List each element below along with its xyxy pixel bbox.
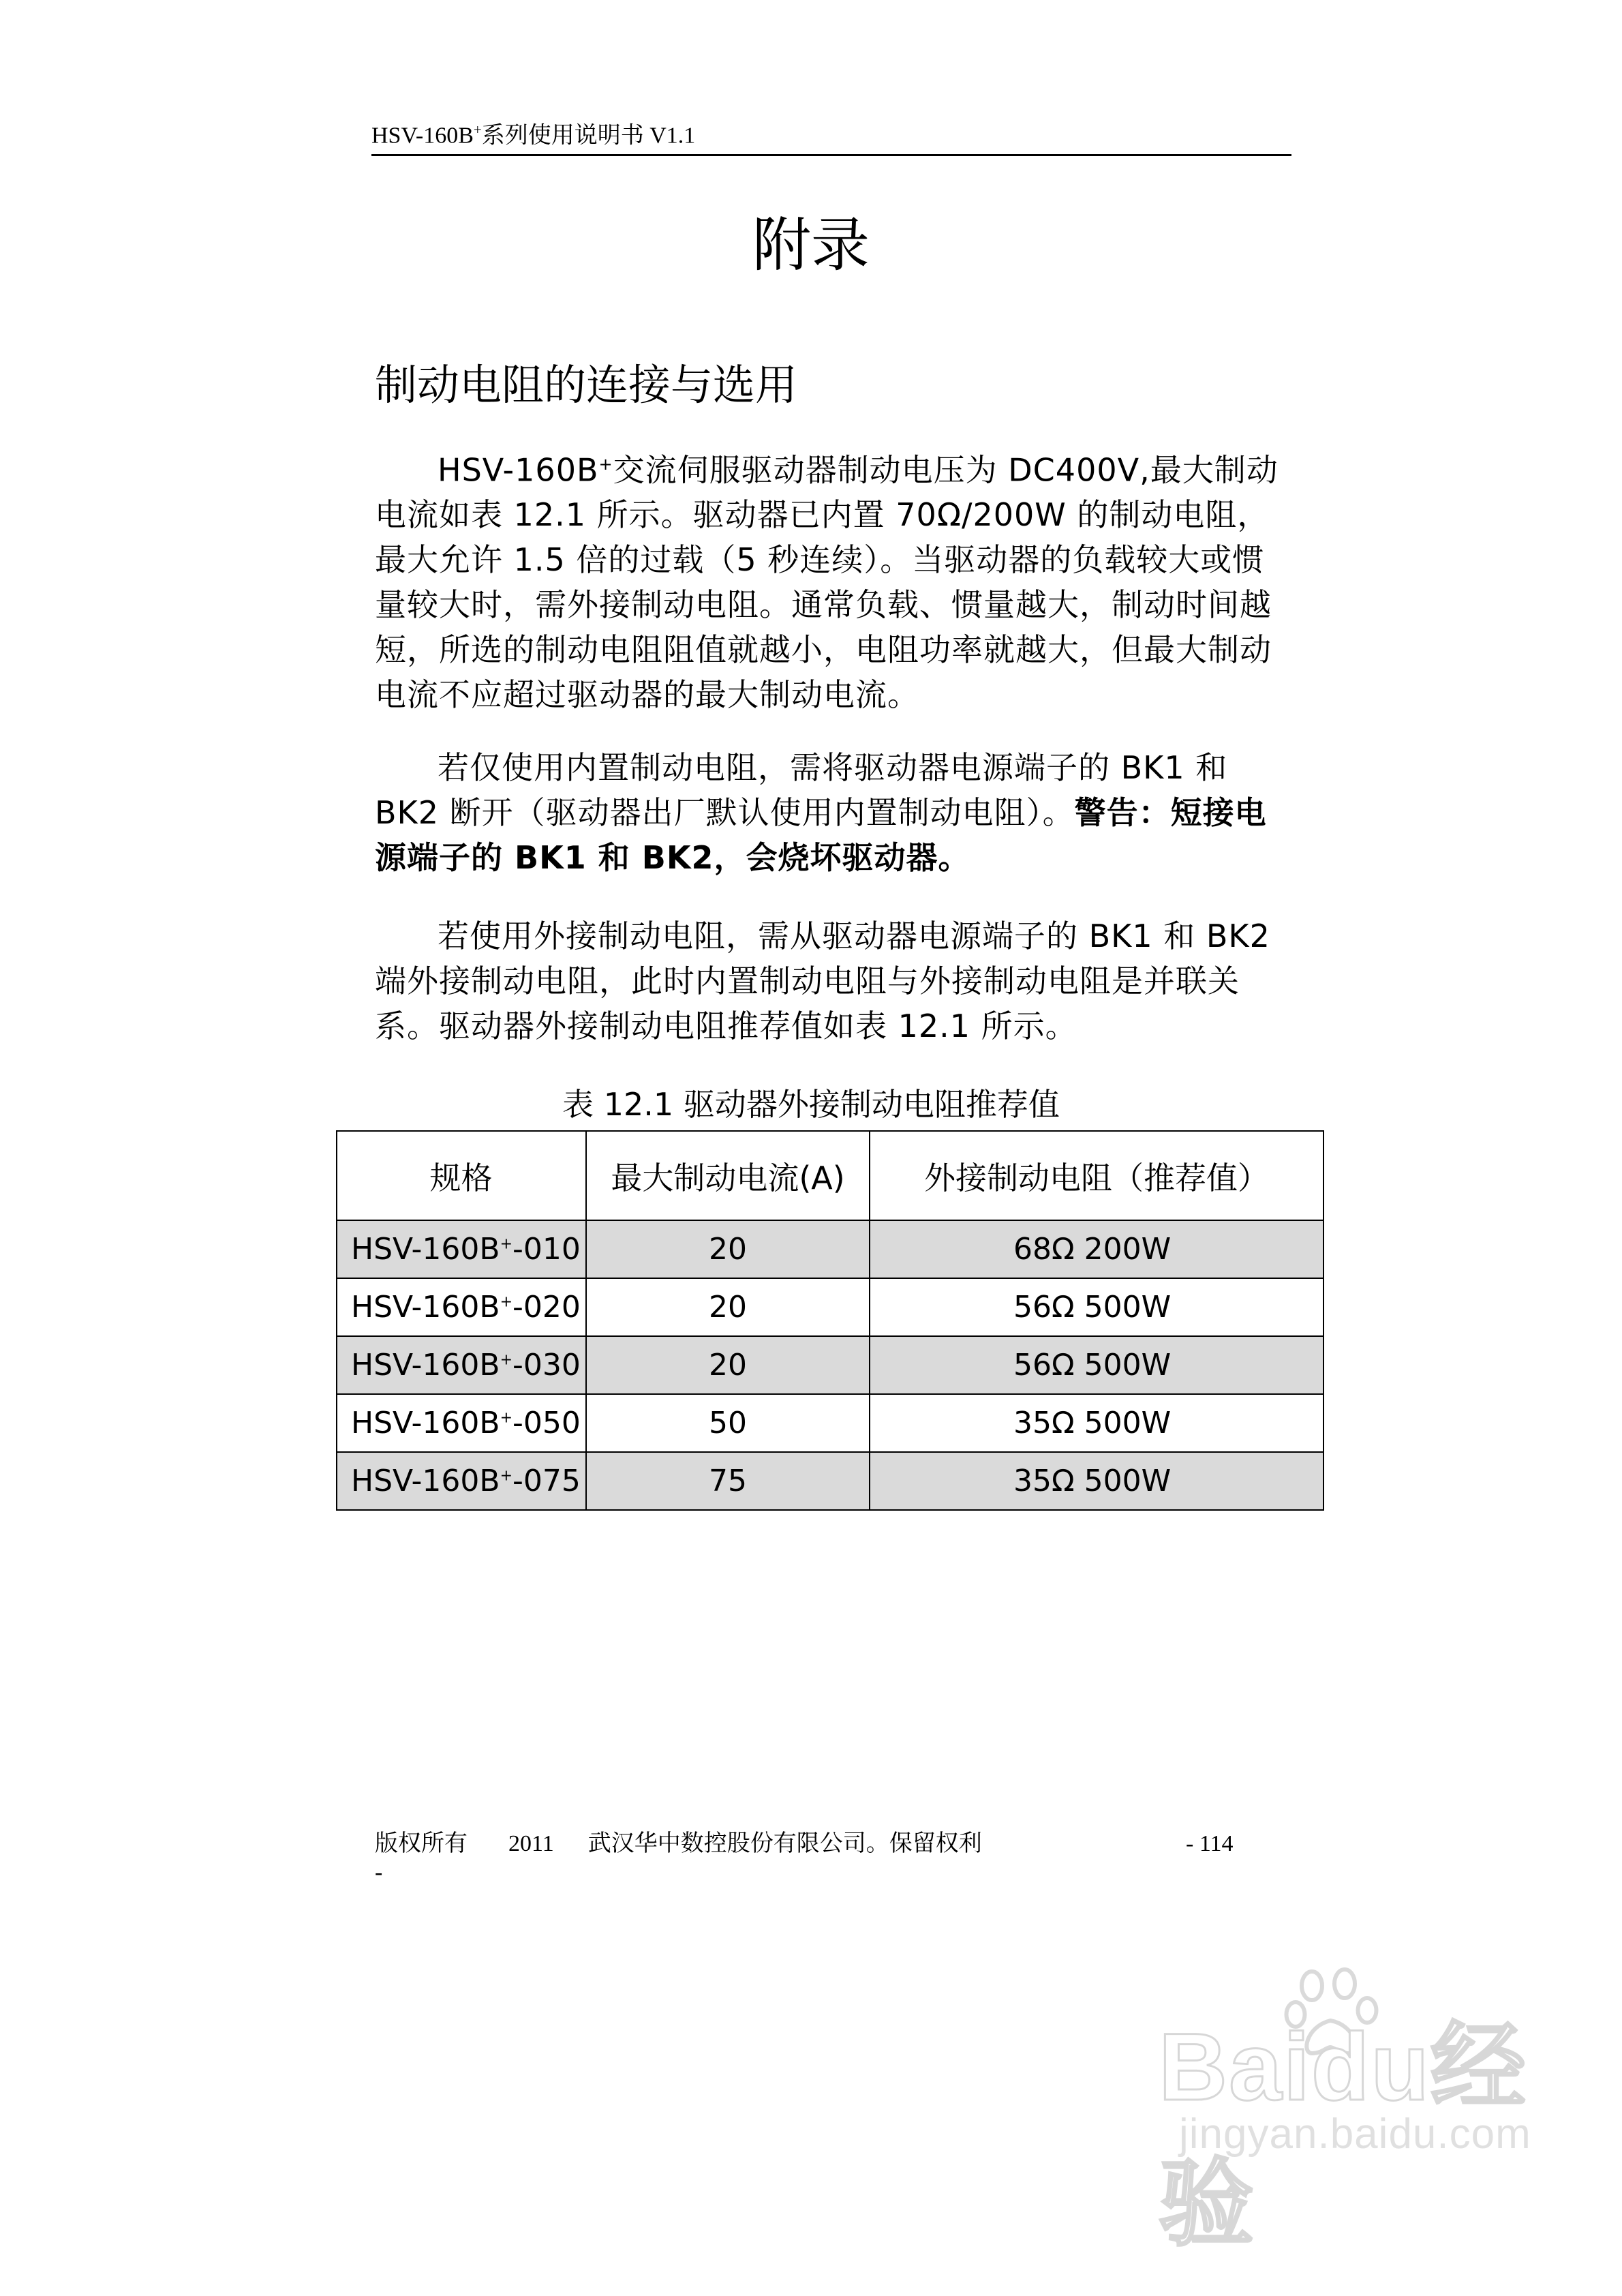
table-row <box>337 1278 1323 1336</box>
paragraph-1-model: HSV-160B <box>438 451 599 489</box>
watermark-url: jingyan.baidu.com <box>1179 2111 1531 2158</box>
paragraph-1-sup: + <box>598 455 613 474</box>
row-current: 20 <box>586 1336 870 1394</box>
paragraph-3: 若使用外接制动电阻，需从驱动器电源端子的 BK1 和 BK2 端外接制动电阻，此时内置制动电阻与外接制动电阻是并联关系。驱动器外接制动电阻推荐值如表 12.1 所示。 <box>375 918 1270 1044</box>
paragraph-1-text: 交流伺服驱动器制动电压为 DC400V,最大制动电流如表 12.1 所示。驱动器已内置 70Ω/200W 的制动电阻，最大允许 1.5 倍的过载（5 秒连续）。当驱动器的负载较大或惯量较大时，需外接制动电阻。通常负载、惯量越大，制动时间越短，所选的制动电阻阻值就越小，电阻功率就越大，但最大制动电流不应超过驱动器的最大制动电流。 <box>375 451 1279 714</box>
table-row <box>337 1452 1323 1510</box>
row-resistor: 35Ω 500W <box>870 1394 1323 1452</box>
row-resistor: 35Ω 500W <box>870 1452 1323 1510</box>
paragraph-1 <box>375 442 1288 717</box>
page-header <box>371 116 1291 156</box>
row-current: 75 <box>586 1452 870 1510</box>
resistor-table <box>336 1130 1324 1511</box>
header-model: 规格 <box>337 1131 586 1220</box>
paragraph-2 <box>375 745 1288 880</box>
table-caption: 表 12.1 驱动器外接制动电阻推荐值 <box>562 1086 1060 1123</box>
row-current: 20 <box>586 1220 870 1278</box>
row-current: 20 <box>586 1278 870 1336</box>
page-title: 附录 <box>752 211 870 280</box>
paragraph-2-text: 若仅使用内置制动电阻，需将驱动器电源端子的 BK1 和 BK2 断开（驱动器出厂默认使用内置制动电阻）。 <box>375 749 1228 831</box>
row-resistor: 56Ω 500W <box>870 1278 1323 1336</box>
row-model: HSV-160B+-050 <box>337 1394 586 1452</box>
table-header-row <box>337 1131 1323 1220</box>
row-resistor: 56Ω 500W <box>870 1336 1323 1394</box>
header-title-prefix: HSV-160B <box>371 123 474 149</box>
row-model: HSV-160B+-020 <box>337 1278 586 1336</box>
footer-copyright: 版权所有 <box>375 1831 468 1856</box>
table-row <box>337 1394 1323 1452</box>
row-current: 50 <box>586 1394 870 1452</box>
header-resistor: 外接制动电阻（推荐值） <box>870 1131 1323 1220</box>
header-title-sup: + <box>473 121 482 138</box>
section-title: 制动电阻的连接与选用 <box>375 360 798 410</box>
header-current: 最大制动电流(A) <box>586 1131 870 1220</box>
footer-year: 2011 <box>508 1831 554 1856</box>
footer-company: 武汉华中数控股份有限公司。保留权利 <box>587 1831 982 1856</box>
header-title-suffix: 系列使用说明书 V1.1 <box>481 123 696 149</box>
baidu-watermark <box>1159 1963 1567 2257</box>
page-footer <box>375 1829 1315 1859</box>
table-row <box>337 1220 1323 1278</box>
page-number: - 114 <box>1186 1831 1234 1856</box>
watermark-logo: Baidu经验 <box>1159 2013 1527 2257</box>
paragraph-2-warning: 警告：短接电源端子的 BK1 和 BK2，会烧坏驱动器。 <box>375 794 1267 876</box>
row-model: HSV-160B+-030 <box>337 1336 586 1394</box>
row-resistor: 68Ω 200W <box>870 1220 1323 1278</box>
footer-dash: - <box>375 1860 383 1885</box>
row-model: HSV-160B+-075 <box>337 1452 586 1510</box>
table-row <box>337 1336 1323 1394</box>
row-model: HSV-160B+-010 <box>337 1220 586 1278</box>
